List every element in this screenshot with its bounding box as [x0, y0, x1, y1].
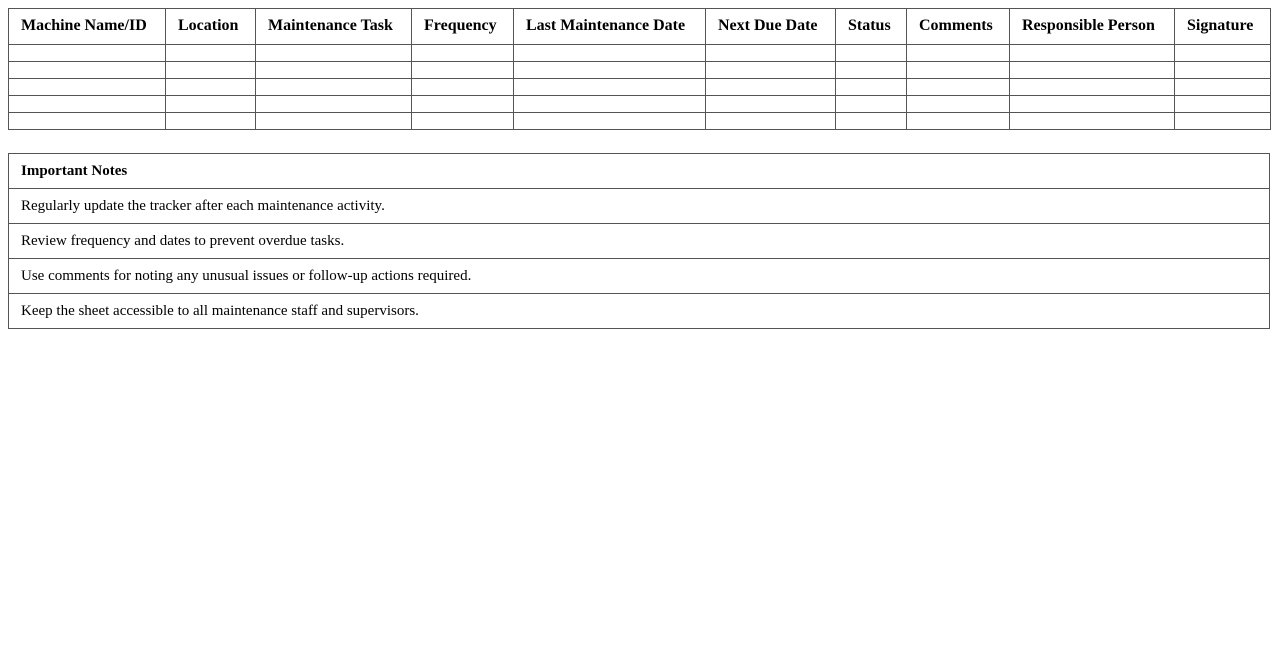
table-cell[interactable] — [1010, 45, 1175, 62]
table-cell[interactable] — [706, 62, 836, 79]
table-cell[interactable] — [907, 79, 1010, 96]
table-cell[interactable] — [412, 113, 514, 130]
table-row — [9, 62, 1271, 79]
table-cell[interactable] — [166, 96, 256, 113]
table-cell[interactable] — [836, 45, 907, 62]
table-cell[interactable] — [1175, 62, 1271, 79]
table-cell[interactable] — [166, 45, 256, 62]
table-cell[interactable] — [1010, 96, 1175, 113]
tracker-header-row — [9, 9, 1271, 45]
table-cell[interactable] — [256, 45, 412, 62]
header-last-maintenance-date: Last Maintenance Date — [514, 9, 706, 45]
table-cell[interactable] — [836, 113, 907, 130]
table-cell[interactable] — [1010, 113, 1175, 130]
table-cell[interactable] — [166, 113, 256, 130]
note-row — [9, 259, 1270, 294]
header-location: Location — [166, 9, 256, 45]
table-cell[interactable] — [1175, 45, 1271, 62]
important-notes-table — [8, 153, 1270, 329]
header-next-due-date: Next Due Date — [706, 9, 836, 45]
table-cell[interactable] — [9, 96, 166, 113]
table-cell[interactable] — [256, 113, 412, 130]
table-row — [9, 45, 1271, 62]
table-cell[interactable] — [836, 62, 907, 79]
table-cell[interactable] — [9, 79, 166, 96]
table-cell[interactable] — [166, 62, 256, 79]
table-row — [9, 113, 1271, 130]
note-row — [9, 189, 1270, 224]
note-text: Keep the sheet accessible to all maintenance staff and supervisors. — [9, 294, 1270, 329]
table-cell[interactable] — [9, 45, 166, 62]
note-text: Use comments for noting any unusual issues or follow-up actions required. — [9, 259, 1270, 294]
table-cell[interactable] — [9, 62, 166, 79]
table-cell[interactable] — [836, 96, 907, 113]
table-cell[interactable] — [1175, 96, 1271, 113]
table-cell[interactable] — [1010, 79, 1175, 96]
header-signature: Signature — [1175, 9, 1271, 45]
table-cell[interactable] — [412, 96, 514, 113]
table-cell[interactable] — [907, 62, 1010, 79]
table-row — [9, 96, 1271, 113]
header-responsible-person: Responsible Person — [1010, 9, 1175, 45]
table-cell[interactable] — [1175, 113, 1271, 130]
table-cell[interactable] — [256, 96, 412, 113]
table-cell[interactable] — [514, 113, 706, 130]
table-cell[interactable] — [256, 62, 412, 79]
header-comments: Comments — [907, 9, 1010, 45]
table-cell[interactable] — [412, 79, 514, 96]
table-cell[interactable] — [514, 45, 706, 62]
notes-title: Important Notes — [9, 154, 1270, 189]
table-cell[interactable] — [514, 62, 706, 79]
note-row — [9, 294, 1270, 329]
table-row — [9, 79, 1271, 96]
table-cell[interactable] — [1010, 62, 1175, 79]
table-cell[interactable] — [256, 79, 412, 96]
table-cell[interactable] — [9, 113, 166, 130]
table-cell[interactable] — [166, 79, 256, 96]
maintenance-tracker-table — [8, 8, 1271, 130]
table-cell[interactable] — [706, 45, 836, 62]
table-cell[interactable] — [836, 79, 907, 96]
header-maintenance-task: Maintenance Task — [256, 9, 412, 45]
header-frequency: Frequency — [412, 9, 514, 45]
table-cell[interactable] — [514, 79, 706, 96]
table-cell[interactable] — [412, 62, 514, 79]
table-cell[interactable] — [907, 45, 1010, 62]
notes-title-row — [9, 154, 1270, 189]
table-cell[interactable] — [907, 113, 1010, 130]
table-cell[interactable] — [907, 96, 1010, 113]
table-cell[interactable] — [706, 113, 836, 130]
table-cell[interactable] — [514, 96, 706, 113]
note-row — [9, 224, 1270, 259]
header-status: Status — [836, 9, 907, 45]
table-cell[interactable] — [1175, 79, 1271, 96]
table-cell[interactable] — [706, 79, 836, 96]
table-cell[interactable] — [412, 45, 514, 62]
table-cell[interactable] — [706, 96, 836, 113]
note-text: Regularly update the tracker after each maintenance activity. — [9, 189, 1270, 224]
header-machine-name-id: Machine Name/ID — [9, 9, 166, 45]
note-text: Review frequency and dates to prevent overdue tasks. — [9, 224, 1270, 259]
